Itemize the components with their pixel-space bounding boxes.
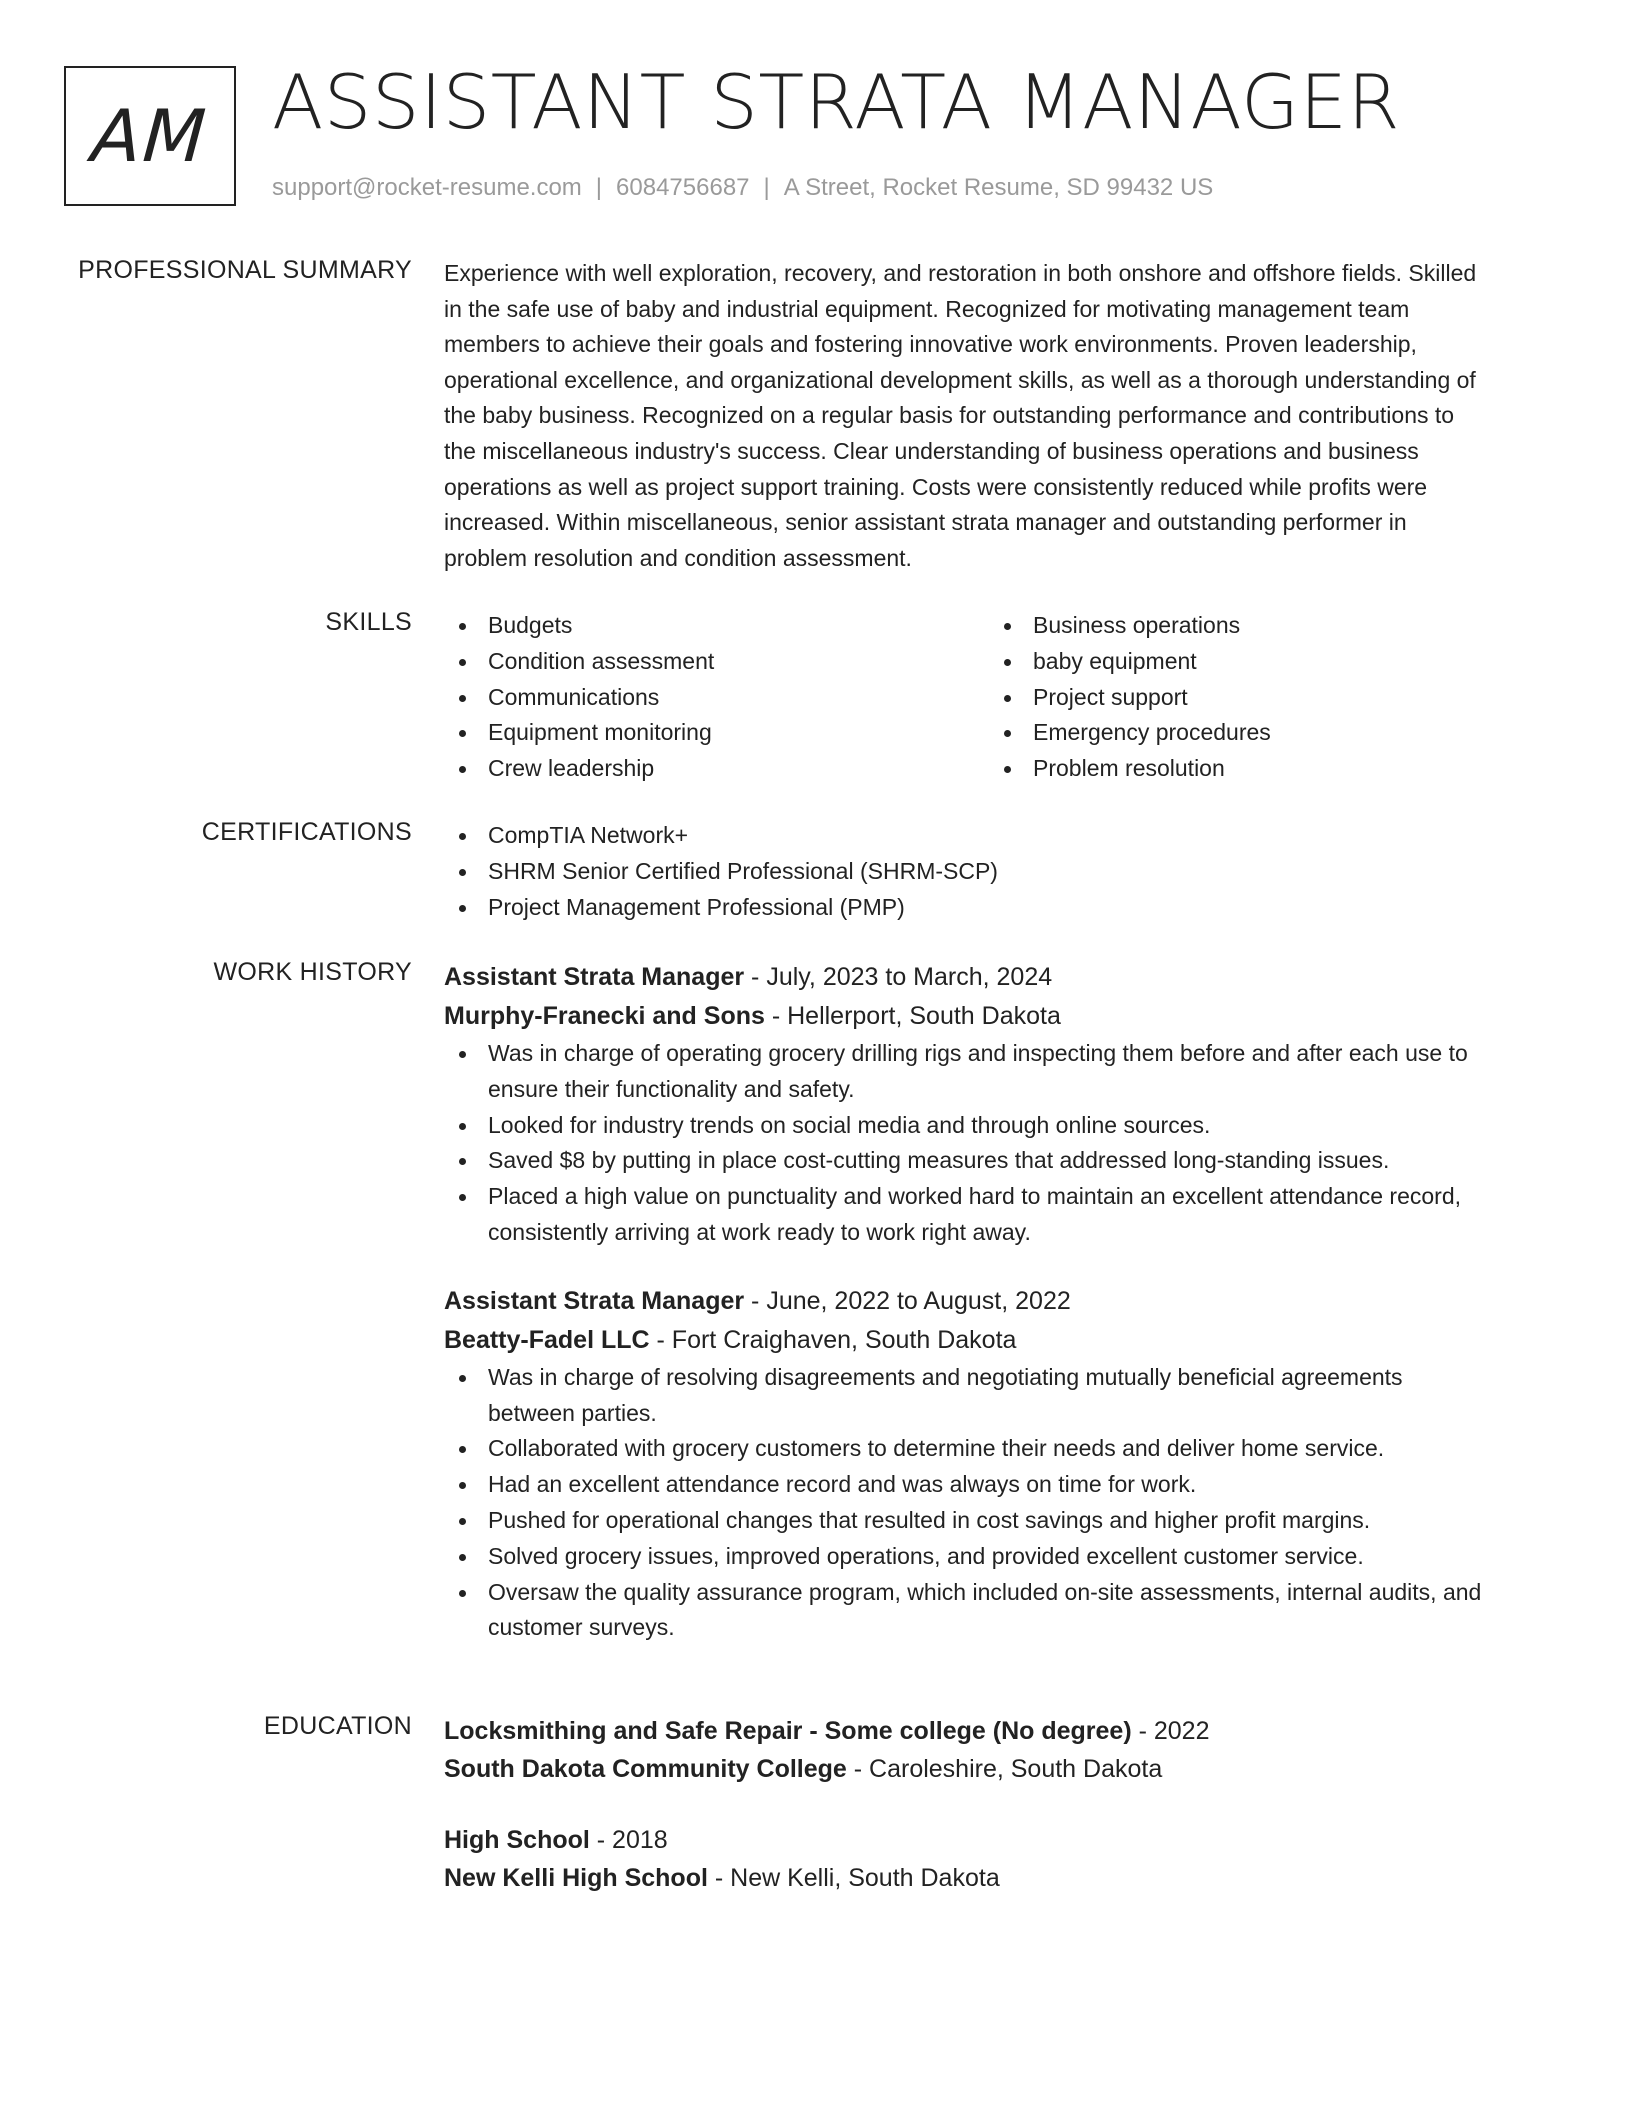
education-degree: High School: [444, 1826, 590, 1854]
education-entry: [444, 1712, 1554, 1788]
job-bullet: [444, 1036, 1554, 1108]
job-location: - Fort Craighaven, South Dakota: [649, 1325, 1017, 1354]
education-school: South Dakota Community College: [444, 1755, 847, 1783]
certification-item: CompTIA Network+: [444, 818, 1554, 854]
skills-body: [444, 608, 1554, 787]
contact-separator: |: [595, 174, 603, 201]
job-dates: - July, 2023 to March, 2024: [744, 963, 1053, 991]
job-company-line: [444, 1321, 1554, 1360]
section-label-certifications: CERTIFICATIONS: [201, 818, 412, 846]
skills-column-right: [989, 608, 1534, 787]
education-school-line: [444, 1859, 1554, 1897]
skill-item: Crew leadership: [444, 751, 989, 787]
education-degree-line: [444, 1821, 1554, 1859]
skill-item: Project support: [989, 680, 1534, 716]
job-bullet-list: [444, 1360, 1554, 1646]
job-bullet-list: [444, 1036, 1554, 1251]
summary-text: [444, 256, 1554, 576]
job-entry: [444, 958, 1554, 1251]
education-body: [444, 1712, 1554, 1897]
job-bullet-text: ensure their functionality and safety.: [488, 1075, 855, 1102]
certification-item: SHRM Senior Certified Professional (SHRM-SCP): [444, 854, 1554, 890]
certifications-list: [444, 818, 1554, 925]
job-company-line: [444, 997, 1554, 1036]
summary-line: members to achieve their goals and fostering innovative work environments. Proven leadership,: [444, 331, 1417, 358]
summary-line: problem resolution and condition assessment.: [444, 544, 912, 571]
job-title-line: [444, 1282, 1554, 1321]
skill-item: Budgets: [444, 608, 989, 644]
education-degree: Locksmithing and Safe Repair - Some college (No degree): [444, 1717, 1132, 1745]
education-school: New Kelli High School: [444, 1864, 708, 1892]
skill-item: Communications: [444, 680, 989, 716]
skill-item: Business operations: [989, 608, 1534, 644]
contact-separator: |: [763, 174, 770, 201]
section-label-work-history: WORK HISTORY: [213, 958, 412, 986]
job-bullet: Pushed for operational changes that resulted in cost savings and higher profit margins.: [444, 1503, 1554, 1539]
job-bullet-text: Placed a high value on punctuality and worked hard to maintain an excellent attendance record,: [488, 1183, 1462, 1210]
job-bullet-text: customer surveys.: [488, 1614, 675, 1641]
education-location: - New Kelli, South Dakota: [707, 1864, 1000, 1892]
job-bullet: Had an excellent attendance record and was always on time for work.: [444, 1467, 1554, 1503]
job-bullet: Collaborated with grocery customers to determine their needs and deliver home service.: [444, 1431, 1554, 1467]
contact-line: [272, 174, 1213, 202]
job-bullet-text: Was in charge of operating grocery drilling rigs and inspecting them before and after each use to: [488, 1040, 1468, 1066]
education-year: - 2022: [1131, 1717, 1210, 1745]
summary-line: the miscellaneous industry's success. Clear understanding of business operations and business: [444, 437, 1419, 464]
section-label-education: EDUCATION: [263, 1712, 412, 1740]
education-degree-line: [444, 1712, 1554, 1750]
job-title: Assistant Strata Manager: [444, 963, 745, 991]
job-location: - Hellerport, South Dakota: [764, 1002, 1061, 1030]
resume-title: ASSISTANT STRATA MANAGER: [272, 58, 1401, 146]
certifications-body: [444, 818, 1554, 925]
job-company: Murphy-Franecki and Sons: [444, 1002, 765, 1030]
monogram-box: [64, 66, 236, 206]
job-bullet: Saved $8 by putting in place cost-cutting measures that addressed long-standing issues.: [444, 1143, 1554, 1179]
job-title: Assistant Strata Manager: [444, 1286, 745, 1315]
skill-item: Problem resolution: [989, 751, 1534, 787]
contact-phone: 6084756687: [616, 174, 750, 201]
summary-body: [444, 256, 1554, 576]
certification-item: Project Management Professional (PMP): [444, 890, 1554, 926]
summary-line: the baby business. Recognized on a regular basis for outstanding performance and contributions to: [444, 402, 1455, 429]
summary-line: Experience with well exploration, recovery, and restoration in both onshore and offshore fields. Skilled: [444, 260, 1477, 286]
summary-line: increased. Within miscellaneous, senior assistant strata manager and outstanding performer in: [444, 509, 1407, 536]
skills-list-right: [989, 608, 1534, 787]
skills-column-left: [444, 608, 989, 787]
job-bullet-text: consistently arriving at work ready to work right away.: [488, 1218, 1031, 1245]
section-label-summary: PROFESSIONAL SUMMARY: [78, 256, 412, 284]
skill-item: Condition assessment: [444, 644, 989, 680]
education-location: - Caroleshire, South Dakota: [846, 1755, 1163, 1783]
education-school-line: [444, 1750, 1554, 1788]
summary-line: operational excellence, and organizational development skills, as well as a thorough understanding of: [444, 366, 1476, 393]
job-bullet: [444, 1575, 1554, 1647]
job-bullet: [444, 1179, 1554, 1251]
work-history-body: [444, 958, 1554, 1646]
contact-address: A Street, Rocket Resume, SD 99432 US: [783, 174, 1214, 201]
job-bullet: Looked for industry trends on social media and through online sources.: [444, 1108, 1554, 1144]
summary-line: operations as well as project support training. Costs were consistently reduced while profits were: [444, 473, 1428, 500]
contact-email: support@rocket-resume.com: [272, 174, 582, 201]
skill-item: Emergency procedures: [989, 715, 1534, 751]
job-bullet-text: Oversaw the quality assurance program, which included on-site assessments, internal audits, and: [488, 1578, 1482, 1605]
job-entry: [444, 1282, 1554, 1646]
job-bullet: Solved grocery issues, improved operations, and provided excellent customer service.: [444, 1539, 1554, 1575]
skill-item: baby equipment: [989, 644, 1534, 680]
job-company: Beatty-Fadel LLC: [444, 1325, 650, 1354]
job-bullet: [444, 1360, 1554, 1432]
job-title-line: [444, 958, 1554, 997]
education-entry: [444, 1821, 1554, 1897]
skills-list-left: [444, 608, 989, 787]
section-label-skills: SKILLS: [325, 608, 412, 636]
summary-line: in the safe use of baby and industrial equipment. Recognized for motivating management team: [444, 295, 1410, 322]
monogram-initials: AM: [89, 94, 211, 178]
education-year: - 2018: [589, 1826, 668, 1854]
skill-item: Equipment monitoring: [444, 715, 989, 751]
job-bullet-text: Was in charge of resolving disagreements and negotiating mutually beneficial agreements: [488, 1363, 1403, 1390]
job-bullet-text: between parties.: [488, 1399, 657, 1426]
job-dates: - June, 2022 to August, 2022: [744, 1286, 1071, 1315]
